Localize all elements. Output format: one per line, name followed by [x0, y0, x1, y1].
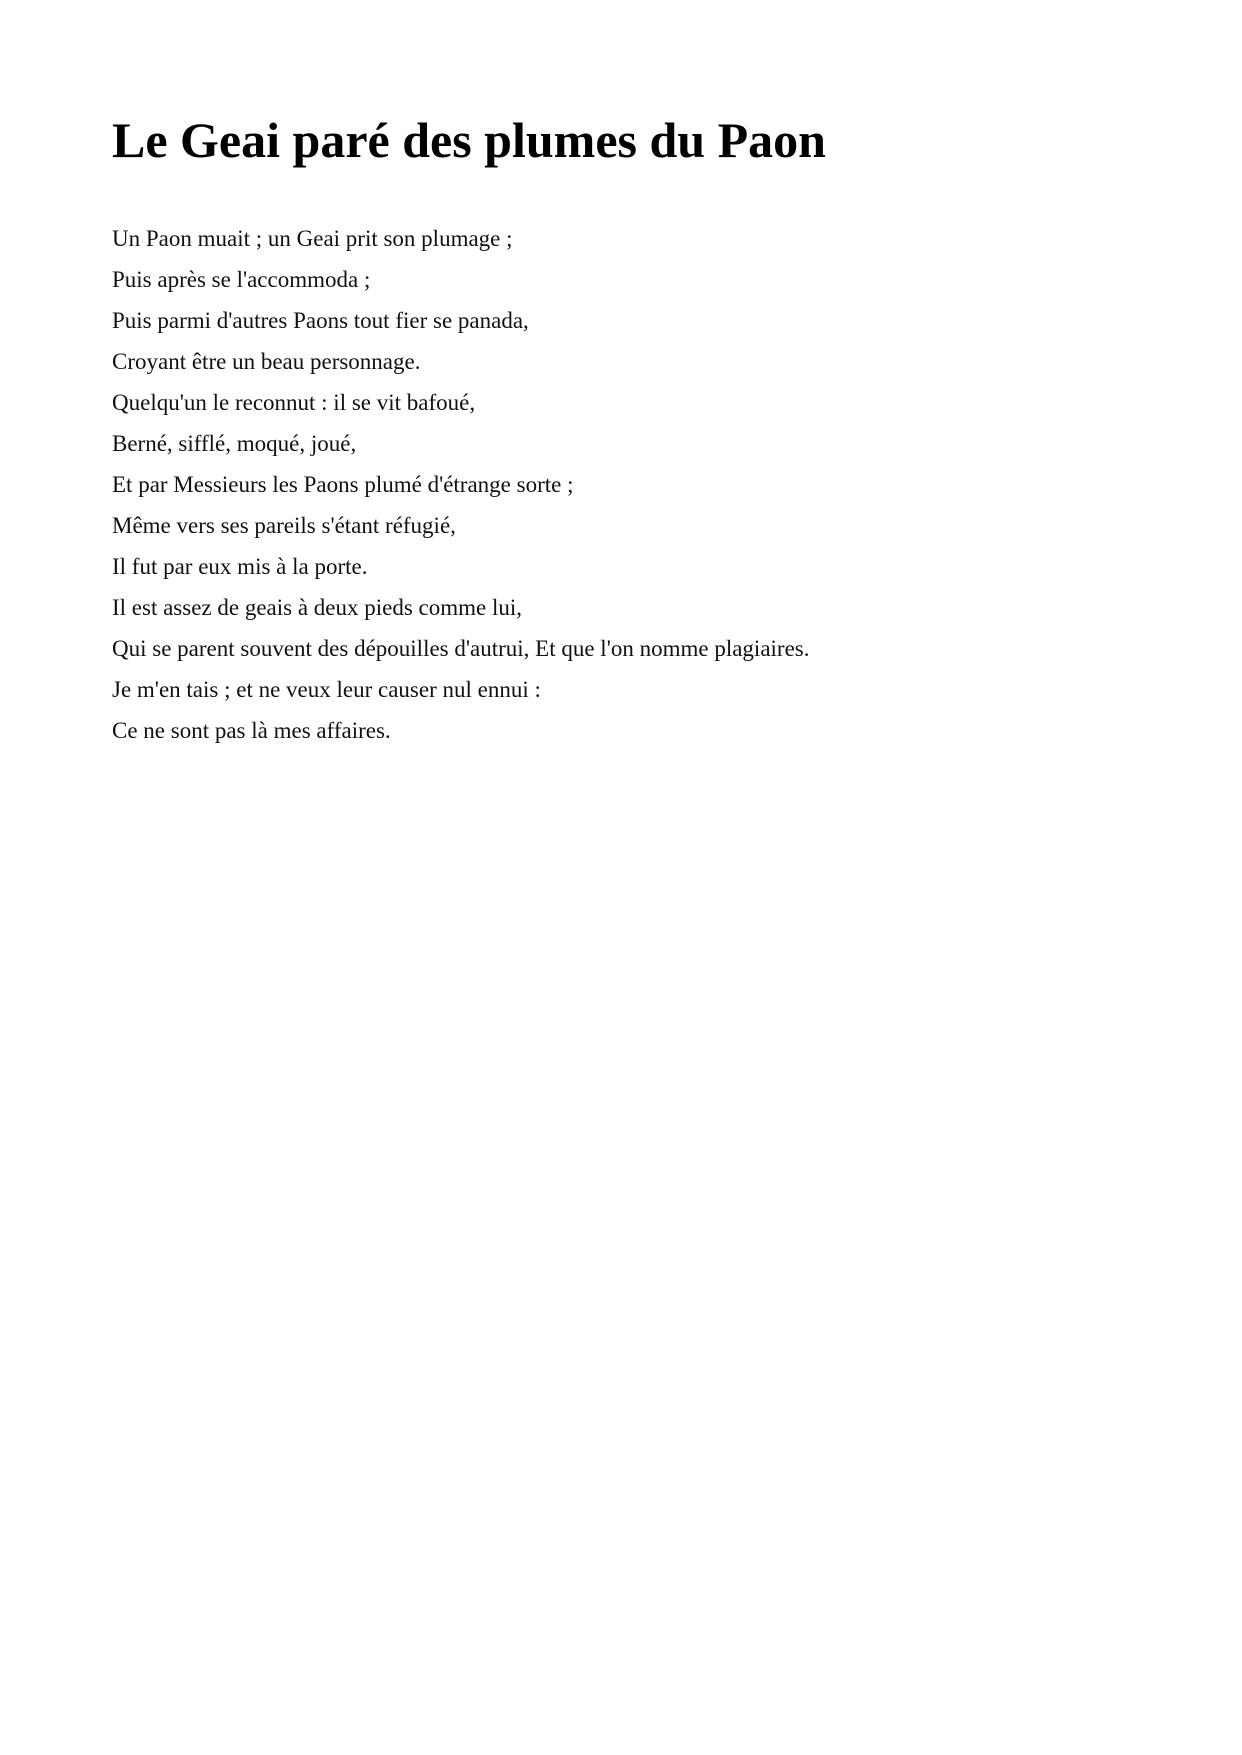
poem-line: Puis après se l'accommoda ;: [112, 267, 371, 292]
poem-line: Il est assez de geais à deux pieds comme lui,: [112, 595, 523, 620]
poem-line: Même vers ses pareils s'étant réfugié,: [112, 513, 456, 538]
poem-line: Ce ne sont pas là mes affaires.: [112, 718, 391, 743]
poem-line: Un Paon muait ; un Geai prit son plumage ;: [112, 226, 513, 251]
poem-line: Quelqu'un le reconnut : il se vit bafoué,: [112, 390, 476, 415]
poem-line: Puis parmi d'autres Paons tout fier se panada,: [112, 308, 529, 333]
page-title: Le Geai paré des plumes du Paon: [112, 112, 826, 168]
poem-line: Je m'en tais ; et ne veux leur causer nul ennui :: [112, 677, 541, 702]
poem-line: Berné, sifflé, moqué, joué,: [112, 431, 357, 456]
document-content: [112, 104, 1142, 751]
poem-line: Il fut par eux mis à la porte.: [112, 554, 368, 579]
poem-line: Qui se parent souvent des dépouilles d'autrui, Et que l'on nomme plagiaires.: [112, 636, 810, 661]
poem-line: Et par Messieurs les Paons plumé d'étrange sorte ;: [112, 472, 574, 497]
poem-body: [112, 218, 1142, 751]
poem-line: Croyant être un beau personnage.: [112, 349, 421, 374]
